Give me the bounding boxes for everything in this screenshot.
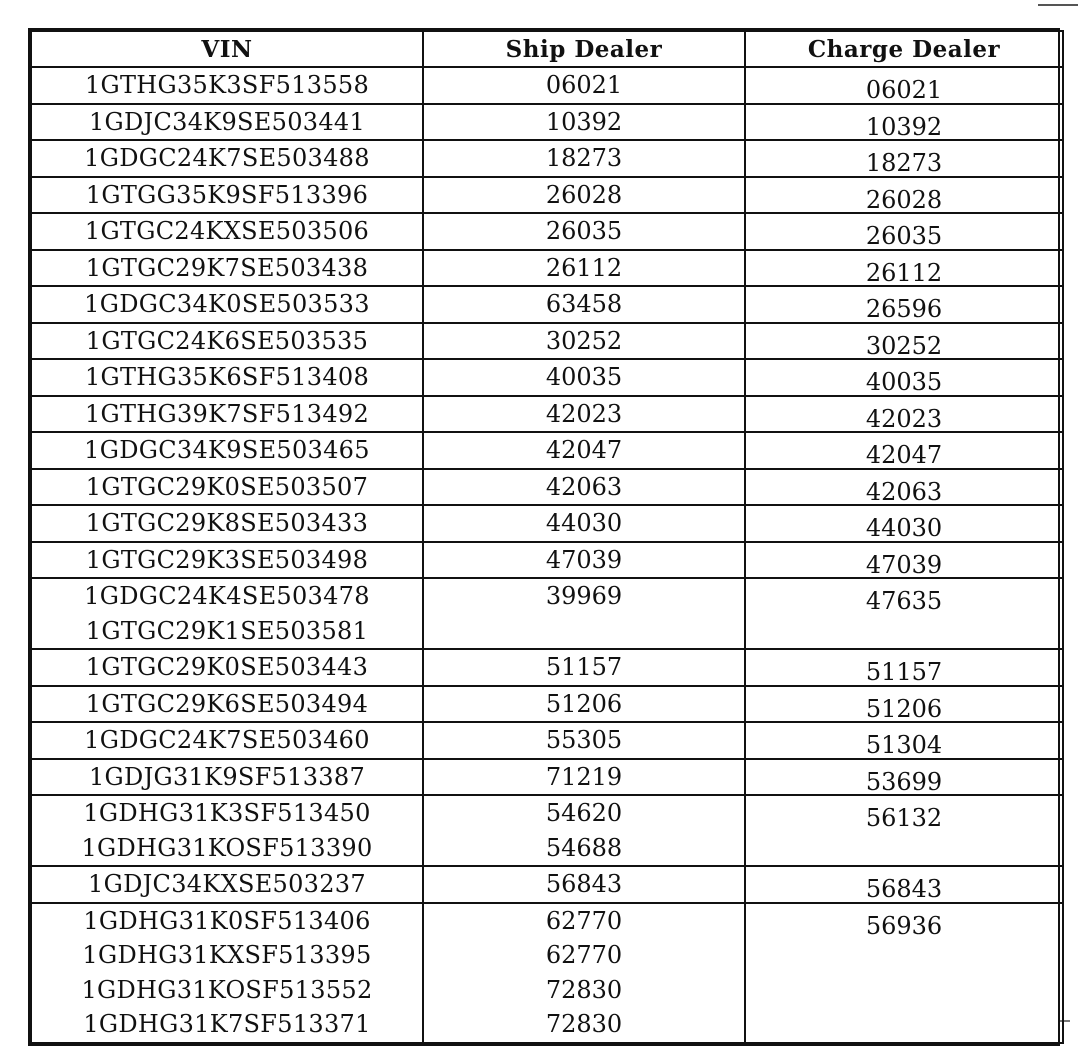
ship-dealer-value: 51206 bbox=[545, 689, 623, 718]
vin-cell bbox=[31, 722, 423, 759]
table-row bbox=[31, 866, 1063, 903]
charge-dealer-cell bbox=[745, 67, 1063, 104]
vin-cell bbox=[31, 469, 423, 506]
vin-value: 1GDJG31K9SF513387 bbox=[88, 762, 366, 791]
vin-cell bbox=[31, 578, 423, 649]
table-row bbox=[31, 542, 1063, 579]
vin-value: 1GTGC29K1SE503581 bbox=[85, 616, 369, 645]
ship-dealer-cell bbox=[423, 866, 745, 903]
charge-dealer-value: 51157 bbox=[865, 658, 943, 686]
charge-dealer-value: 42047 bbox=[865, 441, 943, 469]
table-row bbox=[31, 759, 1063, 796]
vin-value: 1GDHG31K0SF513406 bbox=[83, 906, 371, 935]
ship-dealer-cell bbox=[423, 213, 745, 250]
ship-dealer-value: 71219 bbox=[545, 762, 623, 791]
ship-dealer-value: 62770 bbox=[545, 941, 623, 969]
vin-cell bbox=[31, 177, 423, 214]
table-row bbox=[31, 722, 1063, 759]
vin-value: 1GDGC24K7SE503488 bbox=[84, 144, 370, 172]
charge-dealer-value: 26028 bbox=[865, 185, 943, 214]
ship-dealer-value: 62770 bbox=[545, 906, 623, 935]
vin-value: 1GDJC34K9SE503441 bbox=[88, 107, 366, 136]
vin-cell bbox=[31, 250, 423, 287]
ship-dealer-cell bbox=[423, 469, 745, 506]
ship-dealer-cell bbox=[423, 649, 745, 686]
vin-cell bbox=[31, 286, 423, 323]
charge-dealer-value: 42023 bbox=[865, 404, 943, 433]
vin-value: 1GDGC24K7SE503460 bbox=[84, 726, 370, 754]
charge-dealer-value: 26035 bbox=[865, 222, 943, 250]
vin-cell bbox=[31, 542, 423, 579]
vin-cell bbox=[31, 359, 423, 396]
table-row bbox=[31, 104, 1063, 141]
vin-cell bbox=[31, 686, 423, 723]
table-body bbox=[31, 67, 1063, 1043]
charge-dealer-value: 40035 bbox=[865, 368, 943, 396]
scan-artifact-mark bbox=[1038, 4, 1078, 6]
table-row bbox=[31, 213, 1063, 250]
charge-dealer-cell bbox=[745, 286, 1063, 323]
charge-dealer-cell bbox=[745, 396, 1063, 433]
charge-dealer-cell bbox=[745, 359, 1063, 396]
charge-dealer-cell bbox=[745, 104, 1063, 141]
charge-dealer-value: 26596 bbox=[865, 295, 943, 323]
charge-dealer-cell bbox=[745, 469, 1063, 506]
ship-dealer-cell bbox=[423, 140, 745, 177]
ship-dealer-cell bbox=[423, 722, 745, 759]
header-charge-dealer: Charge Dealer bbox=[745, 31, 1063, 67]
ship-dealer-value: 42063 bbox=[545, 472, 623, 501]
ship-dealer-value: 63458 bbox=[545, 290, 623, 318]
charge-dealer-cell bbox=[745, 903, 1063, 1043]
table-row bbox=[31, 140, 1063, 177]
ship-dealer-cell bbox=[423, 795, 745, 866]
ship-dealer-value: 42047 bbox=[545, 436, 623, 464]
charge-dealer-value: 30252 bbox=[865, 331, 943, 360]
charge-dealer-value: 26112 bbox=[865, 258, 943, 287]
table-row bbox=[31, 286, 1063, 323]
vin-cell bbox=[31, 795, 423, 866]
ship-dealer-cell bbox=[423, 686, 745, 723]
ship-dealer-value: 40035 bbox=[545, 363, 623, 391]
vin-value: 1GTGC29K3SE503498 bbox=[85, 545, 369, 574]
ship-dealer-cell bbox=[423, 359, 745, 396]
vin-value: 1GTGC24KXSE503506 bbox=[84, 217, 370, 245]
charge-dealer-cell bbox=[745, 866, 1063, 903]
table-row bbox=[31, 795, 1063, 866]
ship-dealer-value: 44030 bbox=[545, 509, 623, 537]
vin-cell bbox=[31, 396, 423, 433]
ship-dealer-cell bbox=[423, 323, 745, 360]
table-row bbox=[31, 903, 1063, 1043]
vin-value: 1GTGC24K6SE503535 bbox=[85, 326, 369, 355]
vin-dealer-table-container bbox=[28, 28, 1060, 1046]
vin-cell bbox=[31, 140, 423, 177]
ship-dealer-value: 30252 bbox=[545, 326, 623, 355]
ship-dealer-cell bbox=[423, 578, 745, 649]
ship-dealer-cell bbox=[423, 759, 745, 796]
vin-value: 1GDHG31KOSF513552 bbox=[81, 975, 373, 1004]
ship-dealer-cell bbox=[423, 67, 745, 104]
table-row bbox=[31, 505, 1063, 542]
table-row bbox=[31, 67, 1063, 104]
ship-dealer-value: 54688 bbox=[545, 833, 623, 862]
charge-dealer-value: 44030 bbox=[865, 514, 943, 542]
table-row bbox=[31, 359, 1063, 396]
charge-dealer-cell bbox=[745, 250, 1063, 287]
charge-dealer-value: 47039 bbox=[865, 550, 943, 579]
ship-dealer-cell bbox=[423, 542, 745, 579]
ship-dealer-cell bbox=[423, 177, 745, 214]
ship-dealer-value: 26112 bbox=[545, 253, 623, 282]
ship-dealer-cell bbox=[423, 432, 745, 469]
vin-value: 1GTGC29K0SE503507 bbox=[85, 472, 369, 501]
ship-dealer-value: 55305 bbox=[545, 726, 623, 754]
vin-value: 1GTGC29K8SE503433 bbox=[85, 509, 369, 537]
vin-value: 1GDHG31K7SF513371 bbox=[83, 1010, 371, 1038]
charge-dealer-cell bbox=[745, 795, 1063, 866]
vin-value: 1GDHG31KOSF513390 bbox=[81, 833, 373, 862]
ship-dealer-cell bbox=[423, 903, 745, 1043]
vin-value: 1GDHG31K3SF513450 bbox=[83, 799, 371, 827]
header-ship-dealer: Ship Dealer bbox=[423, 31, 745, 67]
vin-value: 1GTGG35K9SF513396 bbox=[85, 180, 369, 209]
charge-dealer-cell bbox=[745, 686, 1063, 723]
ship-dealer-value: 26035 bbox=[545, 217, 623, 245]
table-row bbox=[31, 649, 1063, 686]
charge-dealer-value: 42063 bbox=[865, 477, 943, 506]
vin-value: 1GDGC34K0SE503533 bbox=[84, 290, 370, 318]
ship-dealer-value: 72830 bbox=[545, 1010, 623, 1038]
table-row bbox=[31, 250, 1063, 287]
charge-dealer-value: 56843 bbox=[865, 875, 943, 903]
charge-dealer-cell bbox=[745, 213, 1063, 250]
vin-value: 1GTHG35K3SF513558 bbox=[84, 71, 370, 99]
vin-cell bbox=[31, 104, 423, 141]
vin-value: 1GDGC34K9SE503465 bbox=[84, 436, 370, 464]
ship-dealer-value: 26028 bbox=[545, 180, 623, 209]
ship-dealer-value: 54620 bbox=[545, 799, 623, 827]
ship-dealer-value: 18273 bbox=[545, 144, 623, 172]
vin-value: 1GDHG31KXSF513395 bbox=[82, 941, 372, 969]
ship-dealer-value: 47039 bbox=[545, 545, 623, 574]
vin-cell bbox=[31, 323, 423, 360]
vin-cell bbox=[31, 213, 423, 250]
charge-dealer-value: 56936 bbox=[865, 911, 943, 940]
vin-value: 1GTHG39K7SF513492 bbox=[84, 399, 370, 428]
table-row bbox=[31, 432, 1063, 469]
charge-dealer-value: 18273 bbox=[865, 149, 943, 177]
ship-dealer-cell bbox=[423, 505, 745, 542]
vin-value: 1GDGC24K4SE503478 bbox=[84, 582, 370, 610]
charge-dealer-cell bbox=[745, 140, 1063, 177]
ship-dealer-cell bbox=[423, 396, 745, 433]
vin-cell bbox=[31, 903, 423, 1043]
charge-dealer-value: 47635 bbox=[865, 587, 943, 615]
charge-dealer-cell bbox=[745, 759, 1063, 796]
charge-dealer-cell bbox=[745, 177, 1063, 214]
ship-dealer-cell bbox=[423, 104, 745, 141]
ship-dealer-value: 56843 bbox=[545, 870, 623, 898]
ship-dealer-value: 06021 bbox=[545, 71, 623, 99]
vin-cell bbox=[31, 505, 423, 542]
vin-value: 1GTGC29K6SE503494 bbox=[85, 689, 369, 718]
charge-dealer-cell bbox=[745, 542, 1063, 579]
table-row bbox=[31, 177, 1063, 214]
header-vin: VIN bbox=[31, 31, 423, 67]
charge-dealer-cell bbox=[745, 505, 1063, 542]
vin-cell bbox=[31, 649, 423, 686]
table-row bbox=[31, 686, 1063, 723]
ship-dealer-value: 42023 bbox=[545, 399, 623, 428]
table-row bbox=[31, 469, 1063, 506]
charge-dealer-value: 51206 bbox=[865, 694, 943, 723]
vin-cell bbox=[31, 866, 423, 903]
ship-dealer-cell bbox=[423, 286, 745, 323]
table-header-row bbox=[31, 31, 1063, 67]
table-row bbox=[31, 323, 1063, 360]
charge-dealer-cell bbox=[745, 578, 1063, 649]
charge-dealer-value: 06021 bbox=[865, 76, 943, 104]
charge-dealer-cell bbox=[745, 432, 1063, 469]
ship-dealer-value: 72830 bbox=[545, 975, 623, 1004]
vin-value: 1GTGC29K0SE503443 bbox=[85, 653, 369, 681]
charge-dealer-value: 51304 bbox=[865, 731, 943, 759]
ship-dealer-cell bbox=[423, 250, 745, 287]
vin-cell bbox=[31, 67, 423, 104]
table-row bbox=[31, 578, 1063, 649]
vin-cell bbox=[31, 759, 423, 796]
charge-dealer-cell bbox=[745, 722, 1063, 759]
charge-dealer-value: 56132 bbox=[865, 804, 943, 832]
charge-dealer-cell bbox=[745, 649, 1063, 686]
charge-dealer-value: 53699 bbox=[865, 767, 943, 796]
charge-dealer-value: 10392 bbox=[865, 112, 943, 141]
ship-dealer-value: 39969 bbox=[545, 582, 623, 610]
table-row bbox=[31, 396, 1063, 433]
vin-cell bbox=[31, 432, 423, 469]
vin-value: 1GTHG35K6SF513408 bbox=[84, 363, 370, 391]
charge-dealer-cell bbox=[745, 323, 1063, 360]
ship-dealer-value: 51157 bbox=[545, 653, 623, 681]
ship-dealer-value: 10392 bbox=[545, 107, 623, 136]
vin-value: 1GTGC29K7SE503438 bbox=[85, 253, 369, 282]
vin-value: 1GDJC34KXSE503237 bbox=[88, 870, 366, 898]
vin-dealer-table bbox=[30, 30, 1064, 1044]
